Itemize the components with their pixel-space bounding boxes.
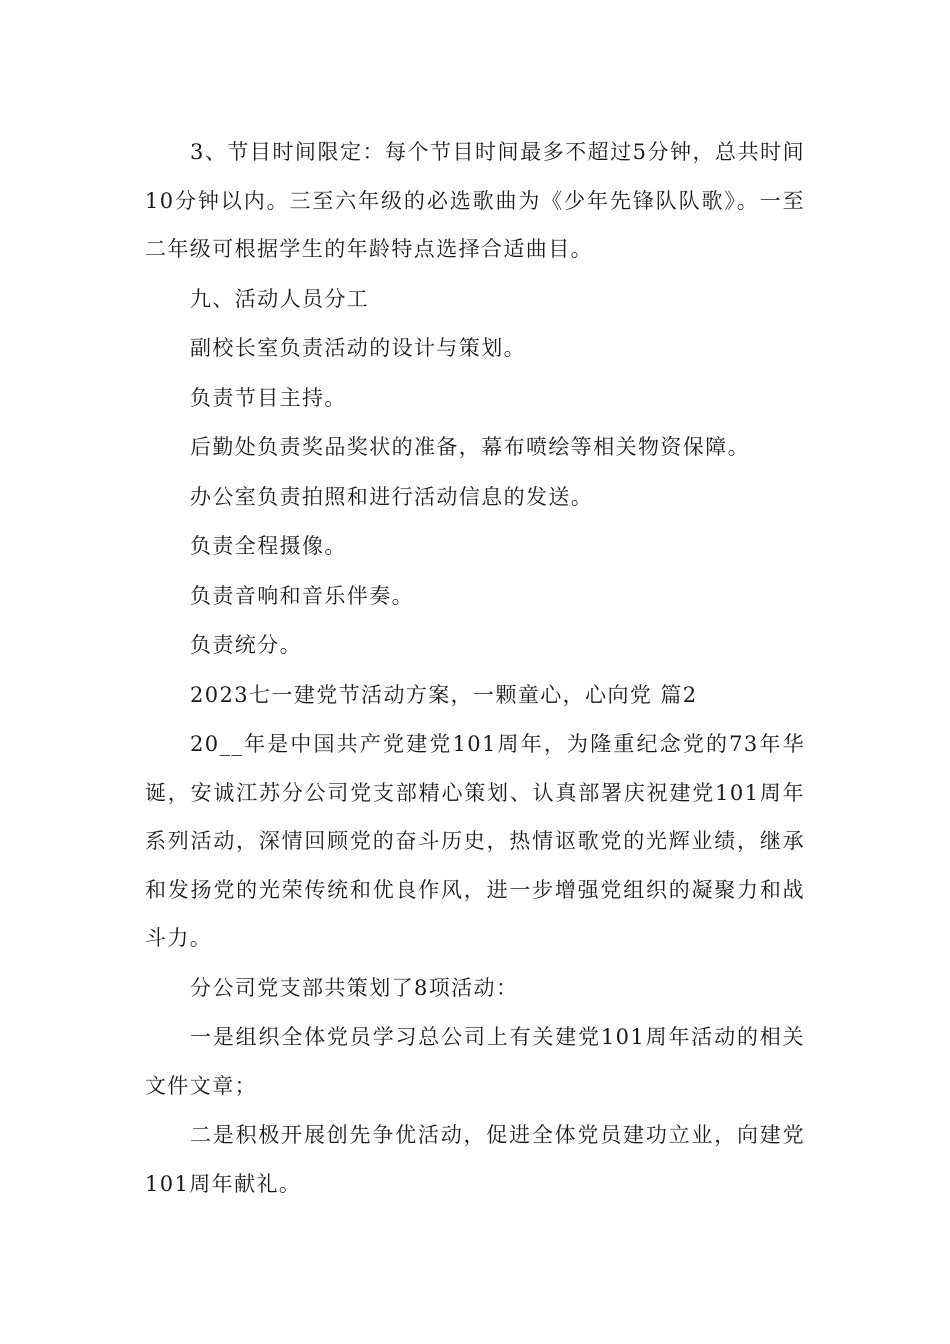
paragraph-video: 负责全程摄像。 [190, 534, 347, 558]
paragraph-scoring: 负责统分。 [190, 633, 302, 657]
paragraph-activity-count: 分公司党支部共策划了8项活动： [190, 975, 519, 1000]
paragraph-activity-one: 一是组织全体党员学习总公司上有关建党101周年活动的相关文件文章； [145, 1025, 805, 1098]
document-page [145, 128, 805, 1209]
paragraph-office: 办公室负责拍照和进行活动信息的发送。 [190, 484, 594, 509]
heading-staff-assignment: 九、活动人员分工 [190, 286, 370, 311]
paragraph-audio: 负责音响和音乐伴奏。 [190, 583, 414, 608]
paragraph-program-time-limit: 3、节目时间限定：每个节目时间最多不超过5分钟，总共时间10分钟以内。三至六年级的必选歌曲为《少年先锋队队歌》。一至二年级可根据学生的年龄特点选择合适曲目。 [145, 140, 805, 261]
paragraph-logistics: 后勤处负责奖品奖状的准备，幕布喷绘等相关物资保障。 [190, 435, 750, 459]
paragraph-vice-principal: 副校长室负责活动的设计与策划。 [190, 336, 526, 360]
section-title-part-2: 2023七一建党节活动方案，一颗童心，心向党 篇2 [190, 682, 698, 707]
paragraph-anniversary-intro: 20__年是中国共产党建党101周年，为隆重纪念党的73年华诞，安诚江苏分公司党支部精心策划、认真部署庆祝建党101周年系列活动，深情回顾党的奋斗历史，热情讴歌党的光辉业绩，继承和发扬党的光荣传统和优良作风，进一步增强党组织的凝聚力和战斗力。 [145, 732, 805, 950]
paragraph-host: 负责节目主持。 [190, 385, 347, 410]
paragraph-activity-two: 二是积极开展创先争优活动，促进全体党员建功立业，向建党101周年献礼。 [145, 1123, 805, 1196]
